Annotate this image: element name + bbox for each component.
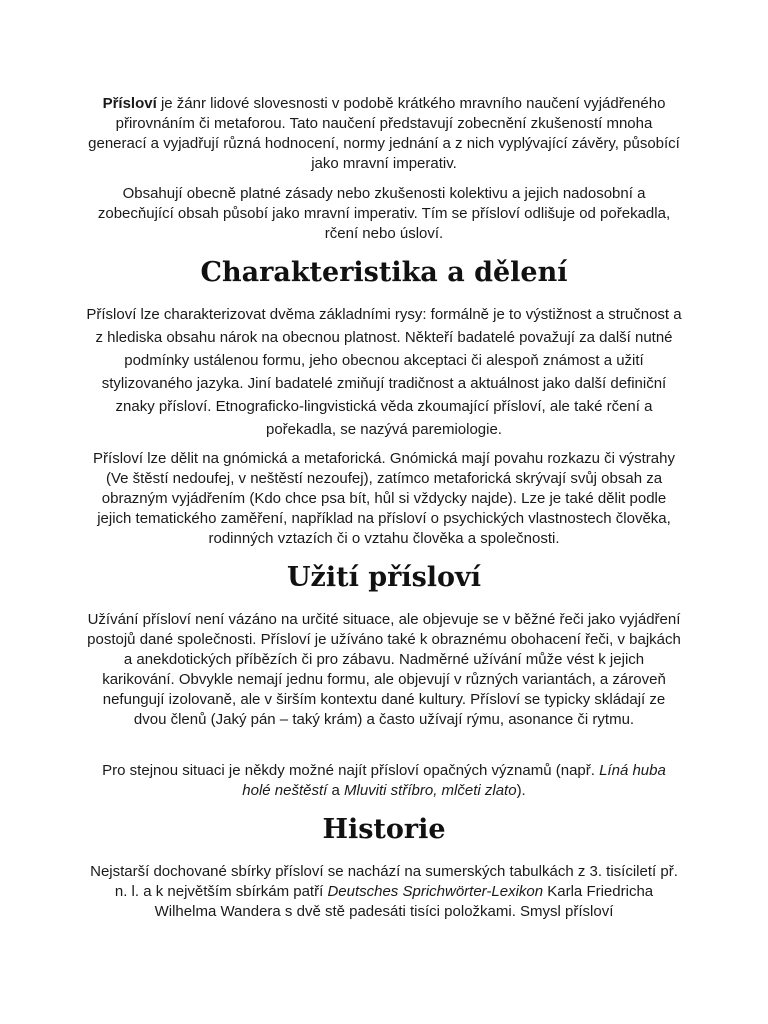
section3-paragraph-1-after: Karla Friedricha Wilhelma Wandera s dvě stě padesáti tisíci položkami. Smysl přísloví [154,883,654,920]
lead-term: Přísloví [102,95,157,112]
section-heading-1-text: Charakteristika a dělení [200,257,568,288]
intro-paragraph-1-text: je žánr lidové slovesnosti v podobě krátkého mravního naučení vyjádřeného přirovnáním či metaforou. Tato naučení představují zobecnění zkušeností mnoha generací a vyjadřují různá hodnocení, normy jednání a z nich vyplývající závěry, působící jako mravní imperativ. [88,95,680,172]
section-heading-historie [86,812,682,848]
example-proverb-2: Mluviti stříbro, mlčeti zlato [344,782,517,799]
section1-paragraph-2 [86,449,682,549]
intro-paragraph-2-text: Obsahují obecně platné zásady nebo zkušenosti kolektivu a jejich nadosobní a zobecňující obsah působí jako mravní imperativ. Tím se přísloví odlišuje od pořekadla, rčení nebo úsloví. [97,185,671,242]
section2-paragraph-2 [86,761,682,801]
section2-paragraph-2-before: Pro stejnou situaci je někdy možné najít přísloví opačných významů (např. [102,762,600,779]
section2-paragraph-2-mid: a [327,782,345,799]
cited-work-title: Deutsches Sprichwörter-Lexikon [327,883,544,900]
section-heading-uziti [86,560,682,596]
section-heading-3-text: Historie [322,814,446,845]
section3-paragraph-1 [86,862,682,922]
intro-paragraph-2 [86,184,682,244]
section1-paragraph-1-text: Přísloví lze charakterizovat dvěma základními rysy: formálně je to výstižnost a stručnost a z hlediska obsahu nárok na obecnou platnost. Někteří badatelé považují za další nutné podmínky ustálenou formu, jeho obecnou akceptaci či alespoň známost a užití stylizovaného jazyka. Jiní badatelé zmiňují tradičnost a aktuálnost jako další definiční znaky přísloví. Etnograficko-lingvistická věda zkoumající přísloví, ale také rčení a pořekadla, se nazývá paremiologie. [86,306,682,438]
section1-paragraph-2-text: Přísloví lze dělit na gnómická a metaforická. Gnómická mají povahu rozkazu či výstrahy (Ve štěstí nedoufej, v neštěstí nezoufej), zatímco metaforická skrývají svůj obsah za obrazným vyjádřením (Kdo chce psa bít, hůl si vždycky najde). Lze je také dělit podle jejich tematického zaměření, například na přísloví o psychických vlastnostech člověka, rodinných vztazích či o vztahu člověka a společnosti. [93,450,675,547]
section1-paragraph-1 [86,303,682,441]
section2-paragraph-2-after: ). [516,782,526,799]
example-proverb-1: Líná huba holé neštěstí [242,762,666,799]
section2-paragraph-1 [86,610,682,730]
section3-paragraph-1-before: Nejstarší dochované sbírky přísloví se nachází na sumerských tabulkách z 3. tisíciletí př. n. l. a k největším sbírkám patří [90,863,678,900]
section-heading-charakteristika [86,255,682,291]
section2-paragraph-1-text: Užívání přísloví není vázáno na určité situace, ale objevuje se v běžné řeči jako vyjádření postojů dané společnosti. Přísloví je užíváno také k obraznému obohacení řeči, v bajkách a anekdotických příbězích či pro zábavu. Nadměrné užívání může vést k jejich karikování. Obvykle nemají jednu formu, ale objevují v různých variantách, a zároveň nefungují izolovaně, ale v širším kontextu dané kultury. Přísloví se typicky skládají ze dvou členů (Jaký pán – taký krám) a často užívají rýmu, asonance či rytmu. [87,611,681,728]
section-heading-2-text: Užití přísloví [286,562,482,593]
intro-paragraph-1 [86,94,682,174]
